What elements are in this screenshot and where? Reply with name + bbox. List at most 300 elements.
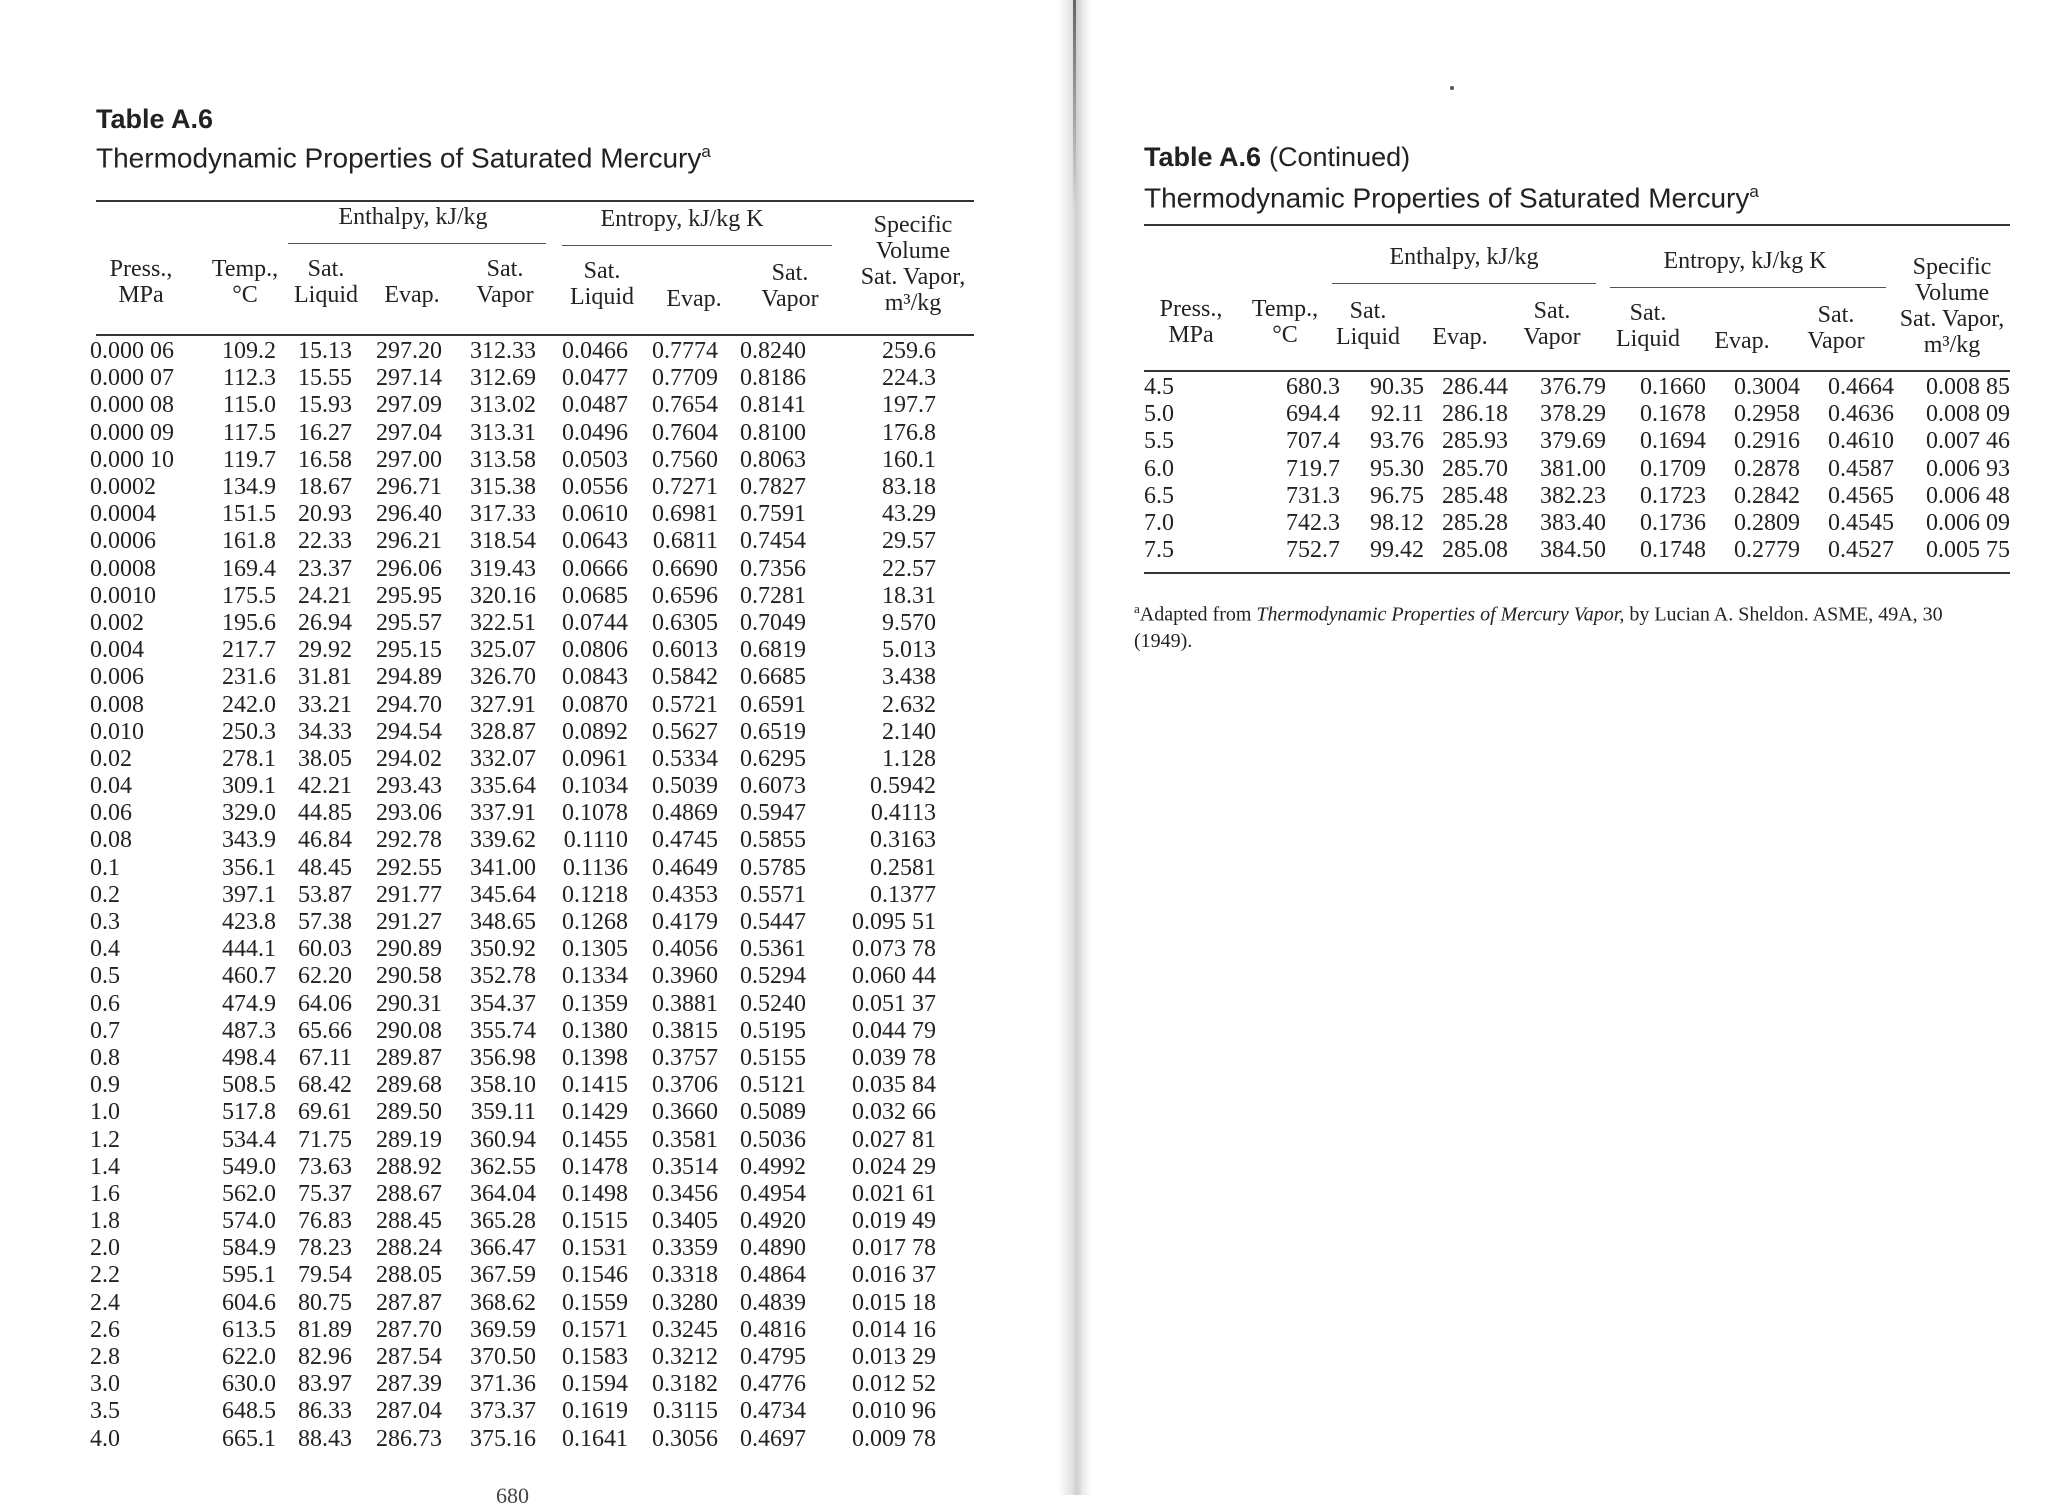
table-row — [90, 365, 936, 392]
cell-press: 0.008 — [90, 691, 144, 718]
h-sat-liquid-header: Sat. Liquid — [294, 256, 358, 308]
table-row — [1144, 510, 2010, 537]
cell-h-evap: 289.87 — [376, 1044, 442, 1071]
cell-s-evap: 0.3359 — [652, 1235, 718, 1262]
cell-s-sat-vapor: 0.6073 — [740, 773, 806, 800]
cell-s-sat-vapor: 0.8141 — [740, 392, 806, 419]
cell-s-sat-liquid: 0.1398 — [562, 1044, 628, 1071]
cell-s-sat-vapor: 0.5195 — [740, 1017, 806, 1044]
cell-h-evap: 288.05 — [376, 1262, 442, 1289]
cell-press: 0.0010 — [90, 582, 156, 609]
cell-s-evap: 0.3456 — [652, 1180, 718, 1207]
cell-h-sat-liquid: 83.97 — [298, 1371, 352, 1398]
cell-temp: 731.3 — [1286, 482, 1340, 509]
cell-h-evap: 297.14 — [376, 365, 442, 392]
cell-s-evap: 0.4649 — [652, 854, 718, 881]
cell-spec-vol: 0.027 81 — [852, 1126, 936, 1153]
cell-s-sat-vapor: 0.5240 — [740, 990, 806, 1017]
cell-s-evap: 0.3182 — [652, 1371, 718, 1398]
cell-s-sat-liquid: 0.1455 — [562, 1126, 628, 1153]
cell-press: 0.0008 — [90, 555, 156, 582]
cell-h-sat-vapor: 373.37 — [470, 1398, 536, 1425]
cell-s-sat-vapor: 0.5447 — [740, 909, 806, 936]
cell-s-sat-liquid: 0.0843 — [562, 664, 628, 691]
cell-h-sat-liquid: 88.43 — [298, 1425, 352, 1452]
book-spine-crease — [1073, 0, 1076, 210]
cell-s-evap: 0.4745 — [652, 827, 718, 854]
cell-press: 0.4 — [90, 936, 120, 963]
cell-spec-vol: 5.013 — [882, 637, 936, 664]
cell-h-sat-vapor: 382.23 — [1540, 482, 1606, 509]
cell-temp: 169.4 — [222, 555, 276, 582]
cell-s-sat-vapor: 0.4954 — [740, 1180, 806, 1207]
s-sat-vapor-header: Sat. Vapor — [1807, 302, 1865, 354]
cell-s-evap: 0.3757 — [652, 1044, 718, 1071]
cell-s-sat-vapor: 0.5121 — [740, 1072, 806, 1099]
cell-press: 1.4 — [90, 1153, 120, 1180]
cell-temp: 752.7 — [1286, 537, 1340, 564]
cell-spec-vol: 0.015 18 — [852, 1289, 936, 1316]
cell-h-sat-liquid: 46.84 — [298, 827, 352, 854]
cell-press: 0.5 — [90, 963, 120, 990]
cell-s-sat-liquid: 0.0643 — [562, 528, 628, 555]
cell-spec-vol: 197.7 — [882, 392, 936, 419]
cell-h-sat-vapor: 313.02 — [470, 392, 536, 419]
cell-h-sat-liquid: 78.23 — [298, 1235, 352, 1262]
cell-h-sat-liquid: 79.54 — [298, 1262, 352, 1289]
cell-temp: 278.1 — [222, 745, 276, 772]
cell-s-sat-liquid: 0.1723 — [1640, 482, 1706, 509]
cell-s-sat-vapor: 0.7454 — [740, 528, 806, 555]
cell-s-evap: 0.2779 — [1734, 537, 1800, 564]
cell-s-sat-liquid: 0.1218 — [562, 881, 628, 908]
table-row — [90, 855, 936, 882]
table-title: Thermodynamic Properties of Saturated Mercury$^a$ — [96, 142, 711, 174]
cell-temp: 134.9 — [222, 474, 276, 501]
cell-h-evap: 296.40 — [376, 501, 442, 528]
cell-s-evap: 0.3960 — [652, 963, 718, 990]
cell-press: 0.000 07 — [90, 365, 174, 392]
cell-spec-vol: 0.024 29 — [852, 1153, 936, 1180]
cell-spec-vol: 0.007 46 — [1926, 428, 2010, 455]
cell-h-sat-vapor: 365.28 — [470, 1208, 536, 1235]
cell-h-sat-vapor: 383.40 — [1540, 510, 1606, 537]
table-row — [90, 1072, 936, 1099]
cell-h-sat-liquid: 15.93 — [298, 392, 352, 419]
cell-s-sat-vapor: 0.7591 — [740, 501, 806, 528]
temp-header: Temp., °C — [1251, 296, 1319, 348]
cell-press: 3.0 — [90, 1371, 120, 1398]
header-rule — [1144, 370, 2010, 372]
cell-spec-vol: 176.8 — [882, 419, 936, 446]
cell-s-sat-vapor: 0.4776 — [740, 1371, 806, 1398]
cell-h-sat-vapor: 327.91 — [470, 691, 536, 718]
table-row — [90, 746, 936, 773]
table-row — [90, 501, 936, 528]
press-header: Press., MPa — [1159, 296, 1223, 348]
cell-h-sat-liquid: 15.13 — [298, 338, 352, 365]
table-row — [90, 447, 936, 474]
cell-s-sat-vapor: 0.4664 — [1828, 374, 1894, 401]
cell-s-sat-liquid: 0.1546 — [562, 1262, 628, 1289]
cell-spec-vol: 0.5942 — [870, 773, 936, 800]
cell-s-sat-vapor: 0.7049 — [740, 609, 806, 636]
cell-s-sat-vapor: 0.8063 — [740, 446, 806, 473]
cell-temp: 584.9 — [222, 1235, 276, 1262]
entropy-group-rule — [1610, 287, 1886, 288]
cell-s-sat-liquid: 0.1736 — [1640, 510, 1706, 537]
table-row — [90, 1235, 936, 1262]
cell-temp: 707.4 — [1286, 428, 1340, 455]
cell-press: 0.000 09 — [90, 419, 174, 446]
specific-volume-header: Specific Volume Sat. Vapor, m³/kg — [1899, 254, 2005, 358]
entropy-group-rule — [562, 245, 832, 246]
cell-s-sat-liquid: 0.1498 — [562, 1180, 628, 1207]
table-row — [1144, 483, 2010, 510]
cell-h-sat-vapor: 364.04 — [470, 1180, 536, 1207]
cell-temp: 574.0 — [222, 1208, 276, 1235]
cell-h-evap: 285.93 — [1442, 428, 1508, 455]
cell-temp: 719.7 — [1286, 455, 1340, 482]
cell-s-sat-liquid: 0.0666 — [562, 555, 628, 582]
cell-temp: 109.2 — [222, 338, 276, 365]
cell-h-sat-vapor: 378.29 — [1540, 401, 1606, 428]
footnote-marker: a — [701, 142, 711, 161]
cell-h-sat-liquid: 93.76 — [1370, 428, 1424, 455]
footnote: $^a$Adapted from Thermodynamic Properties of Mercury Vapor, by Lucian A. Sheldon. ASME, 49A, 30 (1949). — [1134, 601, 1943, 652]
cell-press: 1.8 — [90, 1208, 120, 1235]
cell-s-sat-vapor: 0.6519 — [740, 718, 806, 745]
cell-s-evap: 0.5721 — [652, 691, 718, 718]
cell-s-evap: 0.3660 — [652, 1099, 718, 1126]
cell-spec-vol: 0.3163 — [870, 827, 936, 854]
table-row — [1144, 374, 2010, 401]
cell-spec-vol: 0.060 44 — [852, 963, 936, 990]
cell-s-evap: 0.5334 — [652, 745, 718, 772]
cell-spec-vol: 29.57 — [882, 528, 936, 555]
cell-s-evap: 0.3056 — [652, 1425, 718, 1452]
cell-h-sat-vapor: 375.16 — [470, 1425, 536, 1452]
cell-spec-vol: 0.4113 — [870, 800, 936, 827]
cell-h-sat-liquid: 90.35 — [1370, 374, 1424, 401]
cell-h-sat-liquid: 20.93 — [298, 501, 352, 528]
cell-h-sat-vapor: 362.55 — [470, 1153, 536, 1180]
cell-press: 2.8 — [90, 1344, 120, 1371]
cell-h-sat-vapor: 313.58 — [470, 446, 536, 473]
cell-h-sat-vapor: 335.64 — [470, 773, 536, 800]
cell-press: 4.5 — [1144, 374, 1174, 401]
cell-h-evap: 288.92 — [376, 1153, 442, 1180]
cell-press: 0.2 — [90, 881, 120, 908]
cell-h-sat-vapor: 355.74 — [470, 1017, 536, 1044]
cell-press: 0.3 — [90, 909, 120, 936]
cell-press: 2.0 — [90, 1235, 120, 1262]
cell-h-evap: 289.68 — [376, 1072, 442, 1099]
cell-h-sat-vapor: 325.07 — [470, 637, 536, 664]
cell-h-sat-vapor: 312.69 — [470, 365, 536, 392]
cell-spec-vol: 0.017 78 — [852, 1235, 936, 1262]
cell-h-sat-vapor: 352.78 — [470, 963, 536, 990]
cell-h-evap: 287.04 — [376, 1398, 442, 1425]
cell-s-sat-vapor: 0.5089 — [740, 1099, 806, 1126]
cell-press: 0.000 06 — [90, 338, 174, 365]
table-row — [90, 1290, 936, 1317]
cell-temp: 343.9 — [222, 827, 276, 854]
enthalpy-group-rule — [288, 243, 546, 244]
cell-s-sat-liquid: 0.1694 — [1640, 428, 1706, 455]
cell-h-evap: 296.21 — [376, 528, 442, 555]
cell-s-sat-vapor: 0.6591 — [740, 691, 806, 718]
cell-s-sat-liquid: 0.1268 — [562, 909, 628, 936]
cell-temp: 680.3 — [1286, 374, 1340, 401]
cell-s-sat-vapor: 0.5155 — [740, 1044, 806, 1071]
table-row — [90, 909, 936, 936]
cell-s-sat-liquid: 0.0744 — [562, 609, 628, 636]
cell-h-evap: 295.15 — [376, 637, 442, 664]
cell-press: 0.1 — [90, 854, 120, 881]
cell-temp: 242.0 — [222, 691, 276, 718]
cell-s-evap: 0.6305 — [652, 609, 718, 636]
cell-h-sat-liquid: 31.81 — [298, 664, 352, 691]
cell-h-sat-liquid: 71.75 — [298, 1126, 352, 1153]
table-row — [90, 827, 936, 854]
cell-h-sat-liquid: 33.21 — [298, 691, 352, 718]
cell-spec-vol: 22.57 — [882, 555, 936, 582]
cell-temp: 309.1 — [222, 773, 276, 800]
cell-spec-vol: 0.008 85 — [1926, 374, 2010, 401]
table-row — [90, 882, 936, 909]
cell-press: 2.4 — [90, 1289, 120, 1316]
cell-press: 5.0 — [1144, 401, 1174, 428]
cell-h-sat-vapor: 332.07 — [470, 745, 536, 772]
cell-h-sat-vapor: 318.54 — [470, 528, 536, 555]
cell-temp: 562.0 — [222, 1180, 276, 1207]
cell-s-evap: 0.7604 — [652, 419, 718, 446]
cell-s-sat-liquid: 0.1559 — [562, 1289, 628, 1316]
cell-h-evap: 291.77 — [376, 881, 442, 908]
cell-temp: 534.4 — [222, 1126, 276, 1153]
cell-temp: 112.3 — [222, 365, 276, 392]
cell-s-sat-vapor: 0.5036 — [740, 1126, 806, 1153]
cell-h-sat-vapor: 328.87 — [470, 718, 536, 745]
cell-s-sat-vapor: 0.5855 — [740, 827, 806, 854]
cell-s-sat-liquid: 0.0685 — [562, 582, 628, 609]
cell-s-sat-vapor: 0.8186 — [740, 365, 806, 392]
cell-h-evap: 285.28 — [1442, 510, 1508, 537]
cell-h-sat-liquid: 96.75 — [1370, 482, 1424, 509]
cell-h-sat-liquid: 15.55 — [298, 365, 352, 392]
cell-h-evap: 288.67 — [376, 1180, 442, 1207]
cell-h-sat-liquid: 92.11 — [1370, 401, 1424, 428]
cell-press: 0.000 08 — [90, 392, 174, 419]
cell-s-evap: 0.3881 — [652, 990, 718, 1017]
table-row — [90, 963, 936, 990]
cell-s-evap: 0.3245 — [652, 1316, 718, 1343]
cell-s-sat-vapor: 0.4527 — [1828, 537, 1894, 564]
cell-h-evap: 291.27 — [376, 909, 442, 936]
cell-temp: 119.7 — [222, 446, 276, 473]
table-row — [90, 583, 936, 610]
cell-h-sat-vapor: 350.92 — [470, 936, 536, 963]
cell-h-evap: 290.58 — [376, 963, 442, 990]
cell-s-sat-liquid: 0.1380 — [562, 1017, 628, 1044]
cell-s-sat-liquid: 0.0556 — [562, 474, 628, 501]
table-row — [90, 800, 936, 827]
cell-s-evap: 0.4869 — [652, 800, 718, 827]
cell-temp: 508.5 — [222, 1072, 276, 1099]
table-row — [90, 1099, 936, 1126]
cell-s-sat-vapor: 0.4734 — [740, 1398, 806, 1425]
cell-temp: 498.4 — [222, 1044, 276, 1071]
cell-h-evap: 286.73 — [376, 1425, 442, 1452]
cell-s-evap: 0.3514 — [652, 1153, 718, 1180]
cell-s-sat-vapor: 0.6295 — [740, 745, 806, 772]
right-page — [1090, 0, 2048, 1495]
table-row — [90, 719, 936, 746]
cell-temp: 217.7 — [222, 637, 276, 664]
cell-s-sat-liquid: 0.1571 — [562, 1316, 628, 1343]
cell-s-evap: 0.7271 — [652, 474, 718, 501]
cell-s-evap: 0.2809 — [1734, 510, 1800, 537]
cell-s-sat-vapor: 0.4920 — [740, 1208, 806, 1235]
footnote-marker: a — [1749, 182, 1759, 201]
table-row — [90, 637, 936, 664]
table-row — [90, 610, 936, 637]
cell-press: 0.010 — [90, 718, 144, 745]
cell-press: 0.0006 — [90, 528, 156, 555]
cell-h-sat-liquid: 18.67 — [298, 474, 352, 501]
cell-press: 0.02 — [90, 745, 132, 772]
table-row — [90, 1262, 936, 1289]
page-number: 680 — [496, 1483, 529, 1508]
cell-spec-vol: 0.012 52 — [852, 1371, 936, 1398]
cell-temp: 175.5 — [222, 582, 276, 609]
cell-s-sat-liquid: 0.0466 — [562, 338, 628, 365]
cell-temp: 742.3 — [1286, 510, 1340, 537]
table-row — [90, 773, 936, 800]
cell-s-sat-liquid: 0.1619 — [562, 1398, 628, 1425]
cell-spec-vol: 160.1 — [882, 446, 936, 473]
cell-temp: 460.7 — [222, 963, 276, 990]
cell-press: 1.2 — [90, 1126, 120, 1153]
cell-spec-vol: 0.013 29 — [852, 1344, 936, 1371]
cell-h-evap: 296.06 — [376, 555, 442, 582]
cell-h-evap: 287.54 — [376, 1344, 442, 1371]
cell-h-sat-liquid: 98.12 — [1370, 510, 1424, 537]
cell-s-sat-vapor: 0.4795 — [740, 1344, 806, 1371]
s-evap-header: Evap. — [666, 286, 722, 312]
cell-h-evap: 285.08 — [1442, 537, 1508, 564]
cell-s-sat-liquid: 0.1334 — [562, 963, 628, 990]
temp-header: Temp., °C — [211, 256, 279, 308]
cell-h-evap: 285.48 — [1442, 482, 1508, 509]
cell-h-evap: 294.89 — [376, 664, 442, 691]
cell-h-sat-vapor: 326.70 — [470, 664, 536, 691]
cell-spec-vol: 9.570 — [882, 609, 936, 636]
cell-s-sat-vapor: 0.4992 — [740, 1153, 806, 1180]
data-table — [90, 338, 936, 1453]
cell-press: 6.5 — [1144, 482, 1174, 509]
h-evap-header: Evap. — [1432, 324, 1488, 350]
cell-spec-vol: 224.3 — [882, 365, 936, 392]
cell-s-sat-vapor: 0.4565 — [1828, 482, 1894, 509]
h-sat-vapor-header: Sat. Vapor — [1523, 298, 1581, 350]
cell-s-sat-vapor: 0.4890 — [740, 1235, 806, 1262]
table-row — [1144, 456, 2010, 483]
cell-h-sat-liquid: 62.20 — [298, 963, 352, 990]
table-row — [90, 1126, 936, 1153]
table-row — [90, 338, 936, 365]
cell-s-sat-vapor: 0.8240 — [740, 338, 806, 365]
cell-s-evap: 0.3706 — [652, 1072, 718, 1099]
cell-s-sat-liquid: 0.0496 — [562, 419, 628, 446]
cell-press: 0.7 — [90, 1017, 120, 1044]
cell-spec-vol: 0.032 66 — [852, 1099, 936, 1126]
cell-s-sat-vapor: 0.5294 — [740, 963, 806, 990]
cell-temp: 517.8 — [222, 1099, 276, 1126]
cell-s-evap: 0.7774 — [652, 338, 718, 365]
cell-h-evap: 290.31 — [376, 990, 442, 1017]
table-row — [1144, 537, 2010, 564]
table-row — [1144, 401, 2010, 428]
entropy-group-header: Entropy, kJ/kg K — [600, 206, 764, 232]
h-sat-liquid-header: Sat. Liquid — [1336, 298, 1400, 350]
cell-h-sat-liquid: 81.89 — [298, 1316, 352, 1343]
cell-h-sat-vapor: 368.62 — [470, 1289, 536, 1316]
table-row — [90, 392, 936, 419]
enthalpy-group-header: Enthalpy, kJ/kg — [338, 204, 488, 230]
cell-h-sat-vapor: 313.31 — [470, 419, 536, 446]
cell-s-sat-liquid: 0.1594 — [562, 1371, 628, 1398]
cell-temp: 117.5 — [222, 419, 276, 446]
cell-press: 7.5 — [1144, 537, 1174, 564]
cell-spec-vol: 259.6 — [882, 338, 936, 365]
cell-h-sat-vapor: 341.00 — [470, 854, 536, 881]
cell-s-sat-liquid: 0.1136 — [562, 854, 628, 881]
cell-s-sat-vapor: 0.6819 — [740, 637, 806, 664]
cell-h-sat-vapor: 376.79 — [1540, 374, 1606, 401]
cell-press: 0.000 10 — [90, 446, 174, 473]
cell-spec-vol: 83.18 — [882, 474, 936, 501]
cell-h-sat-vapor: 366.47 — [470, 1235, 536, 1262]
h-evap-header: Evap. — [384, 282, 440, 308]
cell-h-evap: 286.18 — [1442, 401, 1508, 428]
cell-s-evap: 0.3280 — [652, 1289, 718, 1316]
specific-volume-header: Specific Volume Sat. Vapor, m³/kg — [860, 212, 966, 316]
cell-h-evap: 293.43 — [376, 773, 442, 800]
cell-h-sat-vapor: 360.94 — [470, 1126, 536, 1153]
cell-h-sat-vapor: 379.69 — [1540, 428, 1606, 455]
cell-h-evap: 290.08 — [376, 1017, 442, 1044]
cell-h-sat-liquid: 38.05 — [298, 745, 352, 772]
cell-s-sat-liquid: 0.0503 — [562, 446, 628, 473]
enthalpy-group-rule — [1332, 283, 1596, 284]
cell-h-evap: 287.39 — [376, 1371, 442, 1398]
cell-press: 0.06 — [90, 800, 132, 827]
cell-press: 0.04 — [90, 773, 132, 800]
cell-spec-vol: 2.632 — [882, 691, 936, 718]
cell-s-sat-liquid: 0.0477 — [562, 365, 628, 392]
s-sat-liquid-header: Sat. Liquid — [570, 258, 634, 310]
cell-press: 6.0 — [1144, 455, 1174, 482]
cell-press: 0.9 — [90, 1072, 120, 1099]
cell-s-evap: 0.6596 — [652, 582, 718, 609]
cell-h-sat-liquid: 86.33 — [298, 1398, 352, 1425]
table-row — [90, 1317, 936, 1344]
cell-s-sat-vapor: 0.6685 — [740, 664, 806, 691]
cell-s-sat-liquid: 0.0892 — [562, 718, 628, 745]
cell-h-sat-liquid: 57.38 — [298, 909, 352, 936]
